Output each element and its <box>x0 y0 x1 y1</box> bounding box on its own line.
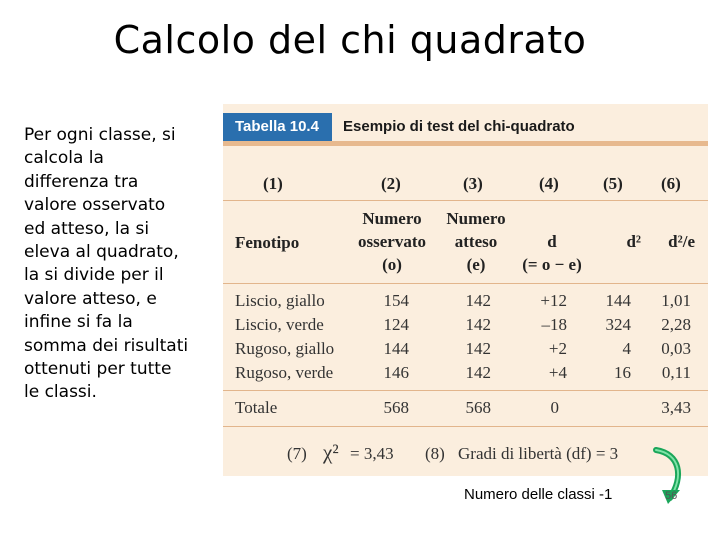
total-expected: 568 <box>465 398 491 417</box>
table-rule <box>223 426 708 427</box>
row-phenotype: Liscio, verde <box>235 315 324 334</box>
table-rule <box>223 200 708 201</box>
header-line: osservato <box>358 232 426 251</box>
body-line: ottenuti per tutte <box>24 359 172 380</box>
row-expected: 142 <box>465 363 491 382</box>
body-line: somma dei risultati <box>24 335 189 356</box>
header-expected <box>439 209 513 275</box>
column-number: (3) <box>463 174 483 193</box>
header-d-squared-over-e: d²/e <box>668 232 695 251</box>
header-line: atteso <box>454 232 498 251</box>
column-number: (4) <box>539 174 559 193</box>
row-phenotype: Rugoso, verde <box>235 363 334 382</box>
row-ratio: 1,01 <box>661 291 691 310</box>
body-line: calcola la <box>24 148 104 169</box>
body-line: differenza tra <box>24 171 139 192</box>
row-d: +4 <box>548 363 567 382</box>
table-label: Tabella 10.4 <box>223 113 332 141</box>
row-ratio: 2,28 <box>661 315 691 334</box>
row-expected: 142 <box>465 315 491 334</box>
row-expected: 142 <box>465 339 491 358</box>
table-rule <box>223 283 708 284</box>
body-line: eleva al quadrato, <box>24 242 179 263</box>
header-observed <box>351 209 433 275</box>
header-line: (o) <box>382 255 402 274</box>
degrees-of-freedom: Gradi di libertà (df) = 3 <box>458 444 619 463</box>
slide-title: Calcolo del chi quadrato <box>113 18 587 62</box>
row-d-squared: 324 <box>605 315 631 334</box>
header-line: d <box>547 232 557 251</box>
header-fenotipo: Fenotipo <box>235 233 300 252</box>
column-number: (2) <box>381 174 401 193</box>
table-header-bar <box>223 104 708 146</box>
header-d-squared: d² <box>626 232 641 251</box>
body-line: valore osservato <box>24 195 166 216</box>
note-text: Numero delle classi -1 <box>464 486 613 503</box>
footer-num-8: (8) <box>425 444 445 463</box>
body-line: valore atteso, e <box>24 288 157 309</box>
chi-square-table <box>223 104 708 476</box>
column-number: (6) <box>661 174 681 193</box>
row-d: +2 <box>548 339 567 358</box>
body-line: la si divide per il <box>24 265 164 286</box>
chi-square-value: = 3,43 <box>350 444 394 463</box>
row-observed: 154 <box>383 291 409 310</box>
total-observed: 568 <box>383 398 409 417</box>
row-phenotype: Rugoso, giallo <box>235 339 335 358</box>
page-number: 56 <box>665 490 678 502</box>
header-line: Numero <box>362 209 422 228</box>
header-line: Numero <box>446 209 506 228</box>
row-ratio: 0,11 <box>661 363 691 382</box>
row-ratio: 0,03 <box>661 339 691 358</box>
total-ratio: 3,43 <box>661 398 691 417</box>
curved-arrow-icon <box>640 446 686 506</box>
row-observed: 146 <box>383 363 409 382</box>
row-d: –18 <box>541 315 567 334</box>
row-d-squared: 16 <box>614 363 631 382</box>
header-line: (e) <box>466 255 486 274</box>
header-line: (= o − e) <box>522 255 582 274</box>
body-line: ed atteso, la si <box>24 218 150 239</box>
chi-square-symbol: χ² <box>323 440 339 464</box>
row-expected: 142 <box>465 291 491 310</box>
table-rule <box>223 390 708 391</box>
total-d: 0 <box>550 398 559 417</box>
body-line: le classi. <box>24 382 97 403</box>
row-d-squared: 4 <box>622 339 631 358</box>
column-number: (5) <box>603 174 623 193</box>
body-text <box>24 124 209 405</box>
header-d <box>513 232 591 275</box>
total-label: Totale <box>235 398 278 417</box>
row-d-squared: 144 <box>605 291 631 310</box>
body-line: Per ogni classe, si <box>24 125 176 145</box>
footer-num-7: (7) <box>287 444 307 463</box>
body-line: infine si fa la <box>24 312 133 333</box>
row-observed: 144 <box>383 339 409 358</box>
row-phenotype: Liscio, giallo <box>235 291 325 310</box>
row-observed: 124 <box>383 315 409 334</box>
row-d: +12 <box>540 291 567 310</box>
table-title: Esempio di test del chi-quadrato <box>343 118 575 135</box>
column-number: (1) <box>263 174 283 193</box>
